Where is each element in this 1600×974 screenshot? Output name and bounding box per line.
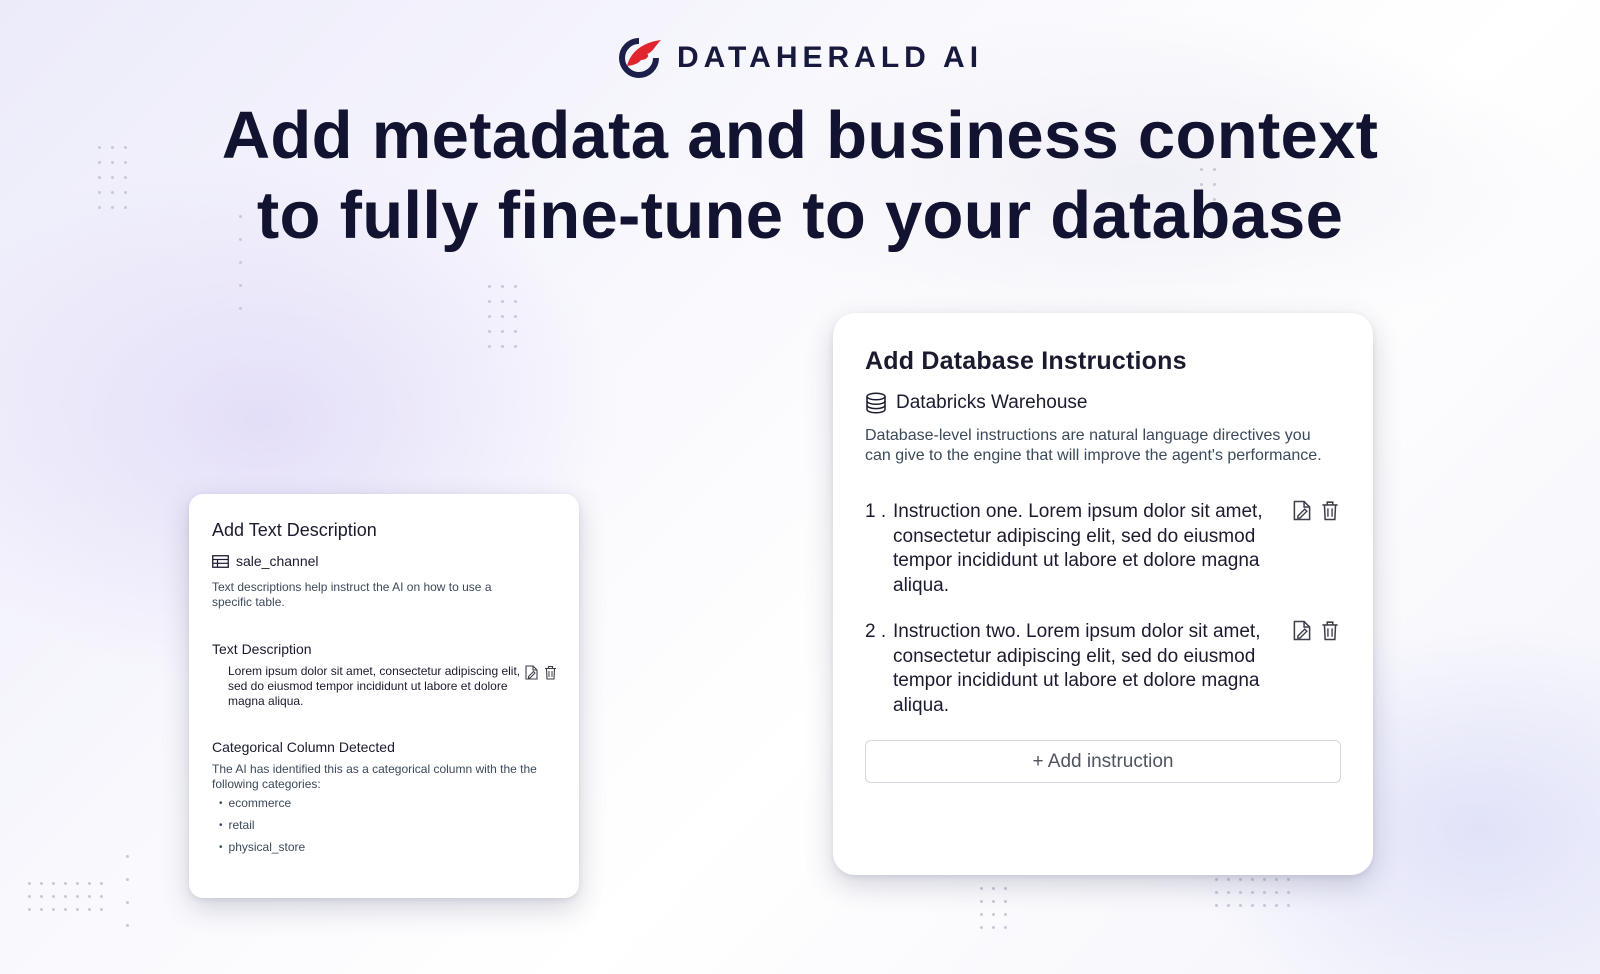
table-icon (212, 555, 229, 568)
database-label (865, 392, 1341, 414)
bullet-icon: • (219, 841, 223, 853)
brand-header (0, 38, 1600, 78)
card-title: Add Text Description (212, 520, 377, 540)
edit-icon[interactable] (1293, 620, 1311, 641)
categorical-heading: Categorical Column Detected (212, 739, 395, 755)
instruction-text: Instruction one. Lorem ipsum dolor sit amet, consectetur adipiscing elit, sed do eiusmod tempor incididunt ut labore et dolore magna aliqua. (893, 501, 1263, 596)
text-description-card (189, 494, 579, 898)
instruction-item (865, 500, 1341, 598)
description-actions (525, 665, 557, 709)
table-name: sale_channel (236, 553, 319, 569)
page-headline (0, 96, 1600, 256)
edit-icon[interactable] (525, 665, 538, 680)
instruction-number: 1 . (865, 501, 887, 522)
trash-icon[interactable] (544, 665, 557, 680)
description-heading: Text Description (212, 641, 312, 657)
dataherald-logo-icon (617, 38, 663, 78)
category-list (212, 792, 557, 858)
list-item (219, 792, 557, 814)
decorative-dots (488, 285, 517, 348)
category-label: retail (228, 818, 255, 832)
database-name: Databricks Warehouse (896, 392, 1088, 413)
decorative-dots (126, 855, 129, 947)
list-item (219, 836, 557, 858)
instruction-number: 2 . (865, 621, 887, 642)
decorative-dots (28, 882, 103, 911)
headline-line-1: Add metadata and business context (221, 98, 1379, 173)
headline-line-2: to fully fine-tune to your database (256, 178, 1344, 253)
bullet-icon: • (219, 797, 223, 809)
decorative-dots (980, 887, 1007, 929)
instruction-text: Instruction two. Lorem ipsum dolor sit amet, consectetur adipiscing elit, sed do eiusmod tempor incididunt ut labore et dolore magna aliqua. (893, 621, 1261, 716)
list-item (219, 814, 557, 836)
database-instructions-card (833, 313, 1373, 875)
trash-icon[interactable] (1321, 620, 1339, 641)
help-text: Text descriptions help instruct the AI on how to use a specific table. (212, 580, 492, 609)
database-icon (865, 392, 887, 414)
instruction-actions (1293, 620, 1339, 641)
add-instruction-button[interactable]: + Add instruction (865, 740, 1341, 783)
instruction-actions (1293, 500, 1339, 521)
category-label: physical_store (228, 840, 306, 854)
edit-icon[interactable] (1293, 500, 1311, 521)
category-label: ecommerce (228, 796, 292, 810)
help-text: Database-level instructions are natural language directives you can give to the engine that will improve the agent's performance. (865, 427, 1322, 464)
instruction-item (865, 620, 1341, 718)
trash-icon[interactable] (1321, 500, 1339, 521)
card-title: Add Database Instructions (865, 347, 1187, 375)
description-row (212, 664, 557, 709)
table-label (212, 553, 557, 569)
categorical-help: The AI has identified this as a categorical column with the the following categories: (212, 762, 537, 791)
decorative-dots (1215, 878, 1290, 907)
bullet-icon: • (219, 819, 223, 831)
brand-name: DATAHERALD AI (676, 41, 984, 74)
description-text: Lorem ipsum dolor sit amet, consectetur adipiscing elit, sed do eiusmod tempor incididunt ut labore et dolore magna aliqua. (228, 664, 521, 708)
